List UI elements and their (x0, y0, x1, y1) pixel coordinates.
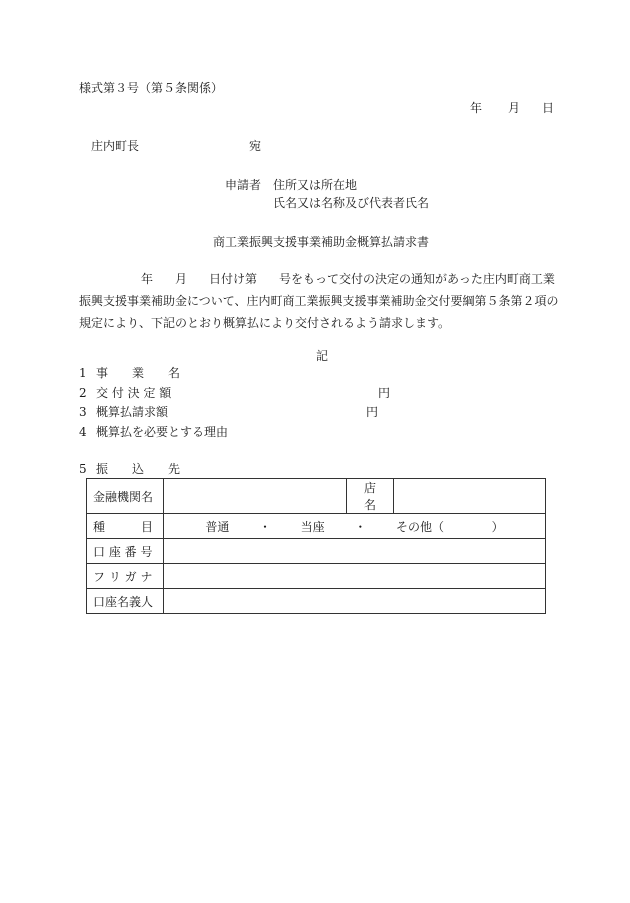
applicant-name: 氏名又は名称及び代表者氏名 (273, 196, 430, 210)
item-number: 4 (79, 425, 87, 439)
item-label: 事 業 名 (96, 366, 181, 380)
bank-name-field[interactable] (164, 479, 347, 514)
item-unit: 円 (378, 386, 391, 400)
applicant-label: 申請者 (225, 178, 262, 192)
document-title: 商工業振興支援事業補助金概算払請求書 (213, 235, 430, 249)
account-number-label: 口 座 番 号 (87, 539, 164, 564)
bank-info-table (86, 478, 546, 614)
furigana-label: フ リ ガ ナ (87, 564, 164, 589)
addressee-name: 庄内町長 (91, 139, 140, 153)
account-holder-label: 口座名義人 (87, 589, 164, 614)
form-id: 様式第３号（第５条関係） (79, 81, 224, 95)
item-label: 概算払を必要とする理由 (96, 425, 229, 439)
request-paragraph (79, 268, 569, 334)
furigana-field[interactable] (164, 564, 546, 589)
applicant-address: 住所又は所在地 (273, 178, 358, 192)
date-day: 日 (542, 101, 555, 115)
paragraph-line-1 (79, 268, 569, 290)
transfer-heading-label: 振 込 先 (96, 462, 181, 476)
date-year: 年 (470, 101, 483, 115)
item-number: 2 (79, 386, 87, 400)
option-separator: ・ (354, 519, 367, 534)
bank-name-label: 金融機関名 (87, 479, 164, 514)
paragraph-line-2: 振興支援事業補助金について、庄内町商工業振興支援事業補助金交付要綱第５条第２項の (79, 294, 559, 308)
paragraph-line-1-rest: 号をもって交付の決定の通知があった庄内町商工業 (279, 272, 555, 286)
paragraph-month: 月 (175, 272, 188, 286)
account-type-options (164, 514, 546, 539)
option-other-close: ） (491, 519, 504, 534)
date-month: 月 (508, 101, 521, 115)
addressee-honorific: 宛 (249, 139, 262, 153)
item-label: 交 付 決 定 額 (96, 386, 172, 400)
branch-field[interactable] (394, 479, 546, 514)
branch-label: 店 名 (347, 479, 394, 514)
option-separator: ・ (258, 519, 271, 534)
option-futsu[interactable]: 普通 (205, 519, 230, 534)
paragraph-line-3: 規定により、下記のとおり概算払により交付されるよう請求します。 (79, 316, 451, 330)
account-holder-field[interactable] (164, 589, 546, 614)
table-row (87, 589, 546, 614)
item-unit: 円 (366, 405, 379, 419)
table-row (87, 479, 546, 514)
account-type-label: 種 目 (87, 514, 164, 539)
item-label: 概算払請求額 (96, 405, 169, 419)
table-row (87, 564, 546, 589)
ki-mark: 記 (316, 349, 329, 363)
transfer-heading-number: 5 (79, 462, 87, 476)
item-number: 3 (79, 405, 87, 419)
option-toza[interactable]: 当座 (300, 519, 325, 534)
option-other[interactable]: その他（ (396, 519, 445, 534)
account-number-field[interactable] (164, 539, 546, 564)
table-row (87, 514, 546, 539)
table-row (87, 539, 546, 564)
paragraph-day-issue: 日付け第 (209, 272, 258, 286)
paragraph-year: 年 (141, 272, 154, 286)
item-number: 1 (79, 366, 87, 380)
